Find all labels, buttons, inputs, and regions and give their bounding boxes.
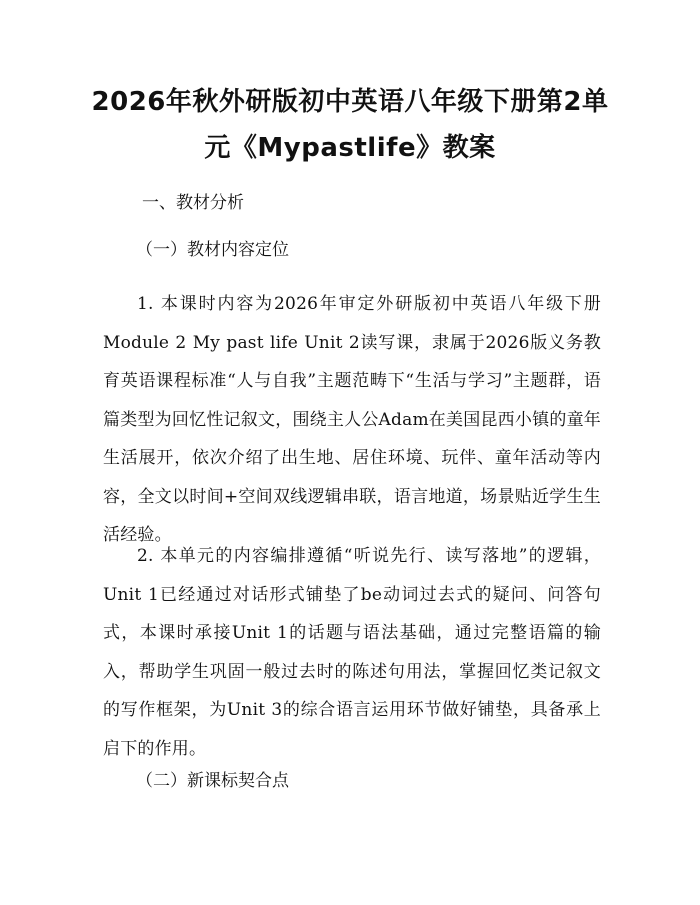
- subsection-heading-content-positioning: （一）教材内容定位: [136, 240, 289, 260]
- paragraph-2: 2. 本单元的内容编排遵循“听说先行、读写落地”的逻辑，Unit 1已经通过对话形式铺垫了be动词过去式的疑问、问答句式，本课时承接Unit 1的话题与语法基础，通过完整语篇的输入，帮助学生巩固一般过去时的陈述句用法，掌握回忆类记叙文的写作框架，为Unit 3的综合语言运用环节做好铺垫，具备承上启下的作用。: [103, 546, 601, 759]
- document-title-line-2: 元《Mypastlife》教案: [204, 133, 496, 163]
- section-heading-textbook-analysis: 一、教材分析: [142, 193, 244, 213]
- paragraph-1: 1. 本课时内容为2026年审定外研版初中英语八年级下册Module 2 My past life Unit 2读写课，隶属于2026版义务教育英语课程标准“人与自我”主题范畴下“生活与学习”主题群，语篇类型为回忆性记叙文，围绕主人公Adam在美国昆西小镇的童年生活展开，依次介绍了出生地、居住环境、玩伴、童年活动等内容，全文以时间+空间双线逻辑串联，语言地道，场景贴近学生生活经验。: [103, 294, 601, 545]
- document-title-line-1: 2026年秋外研版初中英语八年级下册第2单: [91, 87, 609, 117]
- subsection-heading-curriculum-alignment: （二）新课标契合点: [136, 771, 289, 791]
